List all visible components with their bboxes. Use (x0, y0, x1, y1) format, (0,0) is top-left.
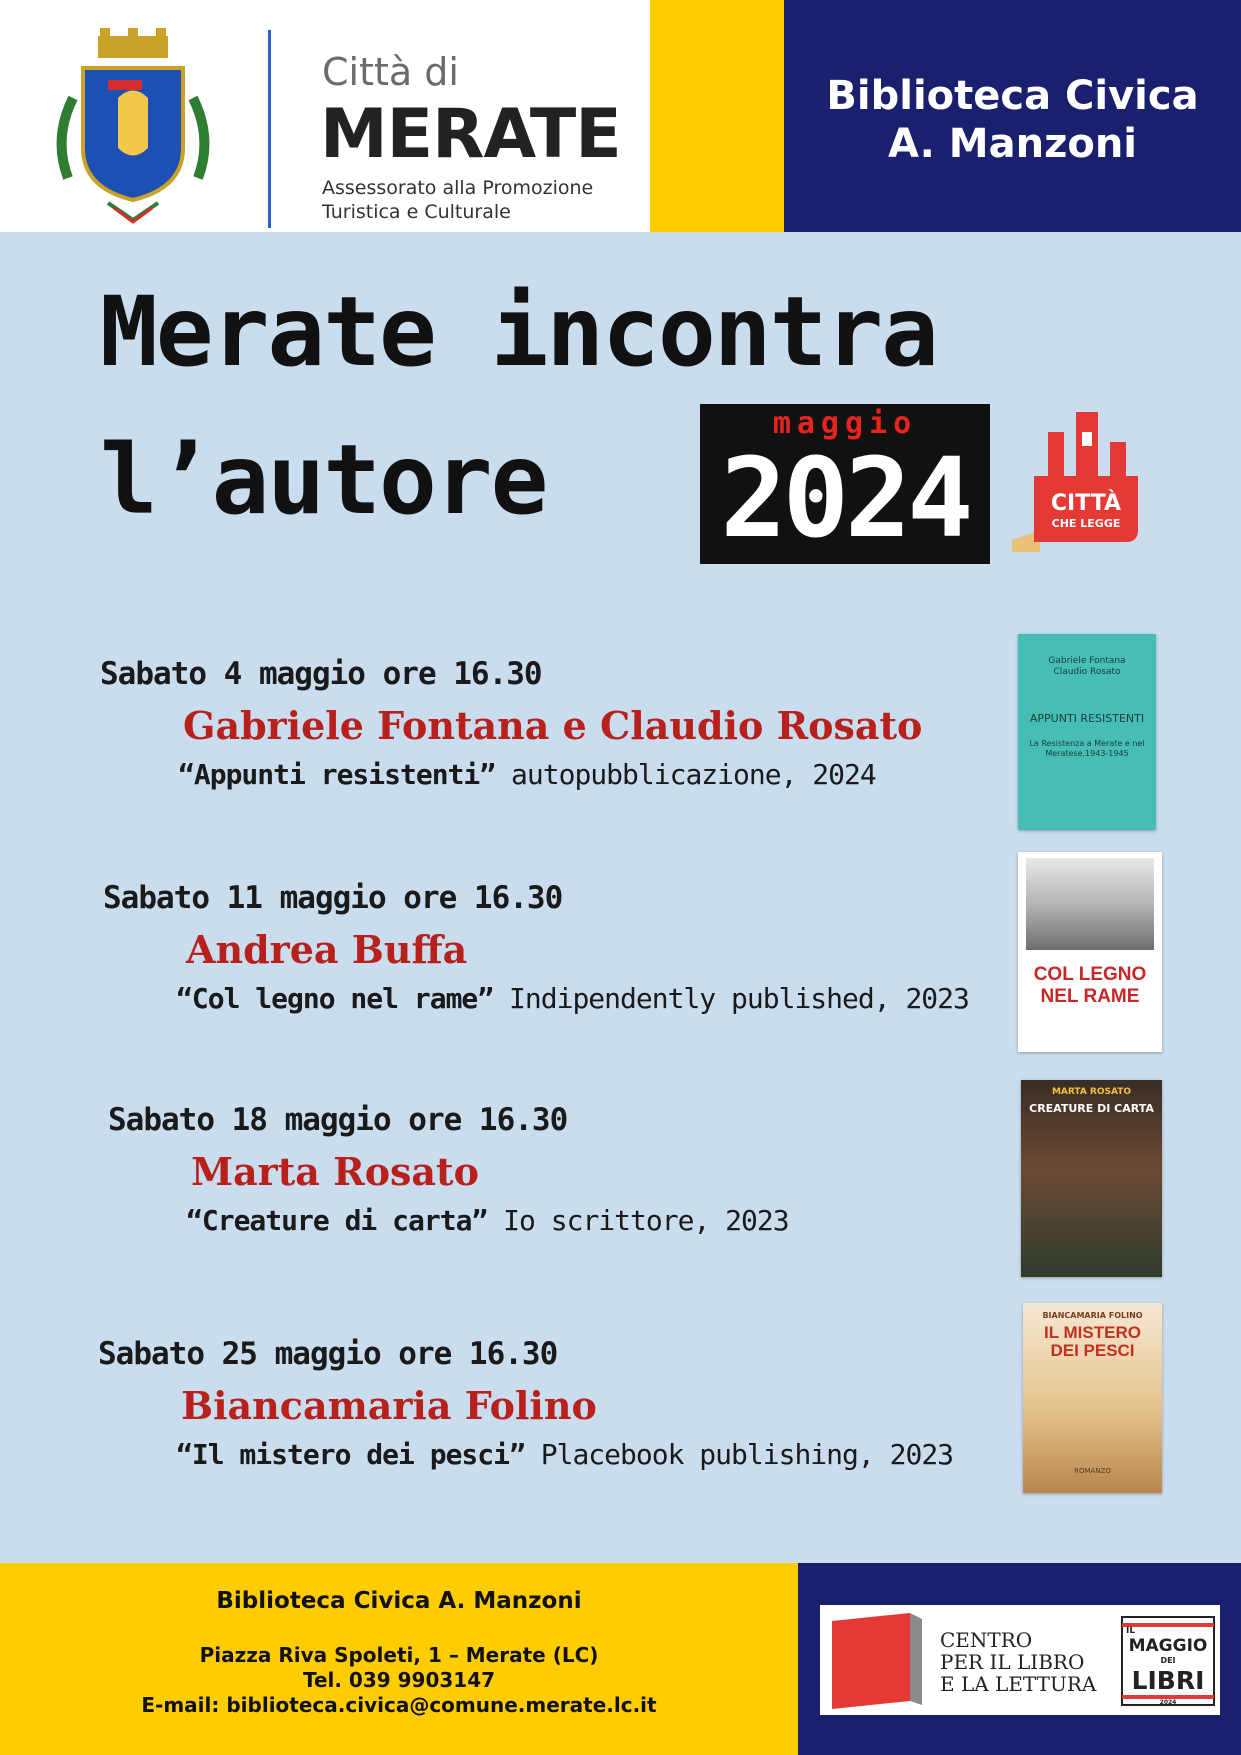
header-library-panel (784, 0, 1241, 232)
footer-email[interactable]: E-mail: biblioteca.civica@comune.merate.lc.it (141, 1693, 657, 1717)
badge-text-1: CITTÀ (1050, 491, 1122, 516)
event-2-author: Andrea Buffa (186, 927, 468, 972)
event-2-date: Sabato 11 maggio ore 16.30 (103, 880, 563, 916)
svg-text:CENTRO: CENTRO (940, 1628, 1033, 1652)
header-divider (268, 30, 271, 228)
city-prefix: Città di (322, 50, 459, 94)
event-2-publisher: Indipendently published, 2023 (509, 982, 969, 1015)
city-name: MERATE (320, 95, 621, 174)
merate-coat-of-arms-icon (48, 28, 218, 228)
partner-logos (820, 1605, 1220, 1715)
event-2-book-cover: COL LEGNO NEL RAME (1018, 852, 1162, 1052)
library-name: Biblioteca Civica A. Manzoni (826, 73, 1199, 167)
event-4-publisher: Placebook publishing, 2023 (540, 1438, 954, 1471)
svg-text:PER IL LIBRO: PER IL LIBRO (940, 1650, 1085, 1674)
event-3-book-cover: MARTA ROSATO CREATURE DI CARTA (1021, 1080, 1162, 1277)
footer-address: Piazza Riva Spoleti, 1 – Merate (LC) (199, 1643, 599, 1667)
event-4-date: Sabato 25 maggio ore 16.30 (98, 1336, 558, 1372)
event-4-book-cover: BIANCAMARIA FOLINO IL MISTERO DEI PESCI ROMANZO (1023, 1303, 1162, 1493)
svg-text:2024: 2024 (1159, 1699, 1177, 1706)
citta-che-legge-badge (1012, 412, 1142, 552)
department-name: Assessorato alla Promozione Turistica e Culturale (322, 177, 594, 223)
footer-phone: Tel. 039 9903147 (302, 1668, 496, 1692)
event-3-author: Marta Rosato (191, 1149, 479, 1194)
event-1-book-title: “Appunti resistenti” (178, 758, 496, 791)
cepell-logo-icon (820, 1605, 1220, 1715)
year-label: 2024 (720, 434, 970, 562)
footer-address-block (0, 1643, 798, 1718)
event-4-book (176, 1438, 953, 1471)
event-1-book (178, 758, 876, 791)
event-4-author: Biancamaria Folino (181, 1383, 597, 1428)
event-3-date: Sabato 18 maggio ore 16.30 (108, 1102, 568, 1138)
svg-text:E LA LETTURA: E LA LETTURA (940, 1672, 1097, 1696)
event-3-book-title: “Creature di carta” (186, 1204, 488, 1237)
svg-text:MAGGIO: MAGGIO (1128, 1636, 1208, 1656)
event-1-book-cover: Gabriele Fontana Claudio Rosato APPUNTI RESISTENTI La Resistenza a Merate e nel Meratese,1943-1945 (1018, 634, 1156, 830)
svg-text:DEI: DEI (1160, 1656, 1176, 1665)
event-1-publisher: autopubblicazione, 2024 (511, 758, 876, 791)
event-3-book (186, 1204, 789, 1237)
badge-text-2: CHE LEGGE (1051, 517, 1121, 530)
event-2-book (176, 982, 969, 1015)
event-4-book-title: “Il mistero dei pesci” (176, 1438, 525, 1471)
event-2-book-title: “Col legno nel rame” (176, 982, 494, 1015)
event-1-date: Sabato 4 maggio ore 16.30 (100, 656, 542, 692)
poster-title-line2: l’autore (100, 424, 547, 536)
header-yellow-band (650, 0, 784, 232)
poster-title-line1: Merate incontra (100, 276, 937, 388)
svg-text:IL: IL (1126, 1626, 1136, 1636)
cover-photo (1026, 858, 1154, 950)
event-1-author: Gabriele Fontana e Claudio Rosato (183, 703, 923, 748)
event-3-publisher: Io scrittore, 2023 (503, 1204, 789, 1237)
month-label: maggio (772, 406, 918, 441)
footer-library-name: Biblioteca Civica A. Manzoni (216, 1588, 582, 1614)
svg-text:LIBRI: LIBRI (1131, 1666, 1205, 1695)
year-box (700, 404, 990, 564)
